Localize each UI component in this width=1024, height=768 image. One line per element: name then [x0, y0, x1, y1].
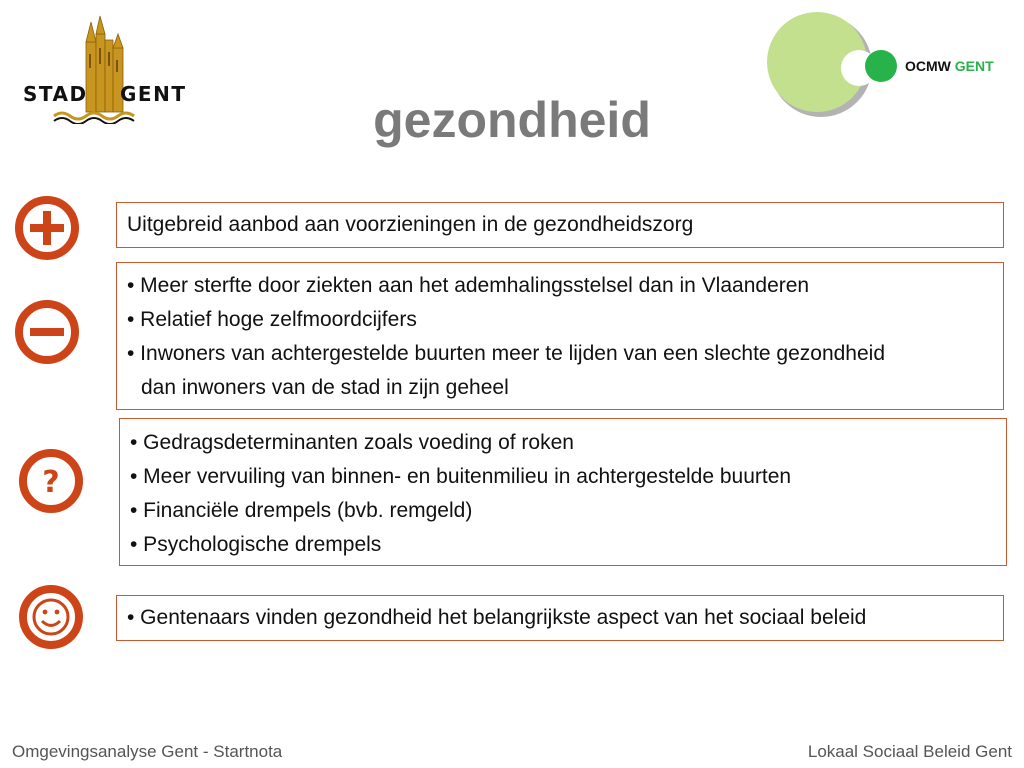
question-circle-icon: [18, 448, 84, 514]
list-item: • Gentenaars vinden gezondheid het belangrijkste aspect van het sociaal beleid: [127, 606, 867, 629]
list-item: • Relatief hoge zelfmoordcijfers: [127, 308, 417, 331]
ocmw-logo-text: [905, 58, 994, 74]
svg-text:?: ?: [42, 465, 60, 500]
negative-box: [116, 262, 1004, 410]
list-item: Uitgebreid aanbod aan voorzieningen in de gezondheidszorg: [127, 213, 694, 236]
smiley-circle-icon: [18, 584, 84, 650]
list-item: • Psychologische drempels: [130, 533, 382, 556]
stad-logo-left-text: STAD: [23, 82, 88, 106]
positive-box: [116, 202, 1004, 248]
ocmw-logo-accent: GENT: [954, 58, 994, 74]
list-item: • Inwoners van achtergestelde buurten meer te lijden van een slechte gezondheid: [127, 342, 886, 365]
page-title: gezondheid: [373, 92, 651, 148]
smiley-box: [116, 595, 1004, 641]
question-box: [119, 418, 1007, 566]
footer-left: Omgevingsanalyse Gent - Startnota: [12, 742, 283, 761]
footer-right: Lokaal Sociaal Beleid Gent: [807, 742, 1012, 761]
list-item: • Meer vervuiling van binnen- en buitenmilieu in achtergestelde buurten: [130, 465, 792, 488]
list-item: dan inwoners van de stad in zijn geheel: [141, 376, 509, 399]
list-item: • Meer sterfte door ziekten aan het ademhalingsstelsel dan in Vlaanderen: [127, 274, 810, 297]
plus-circle-icon: [14, 195, 80, 261]
ocmw-logo-prefix: OCMW: [905, 58, 951, 74]
list-item: • Financiële drempels (bvb. remgeld): [130, 499, 473, 522]
list-item: • Gedragsdeterminanten zoals voeding of roken: [130, 431, 574, 454]
minus-circle-icon: [14, 299, 80, 365]
stad-logo-right-text: GENT: [120, 82, 187, 106]
